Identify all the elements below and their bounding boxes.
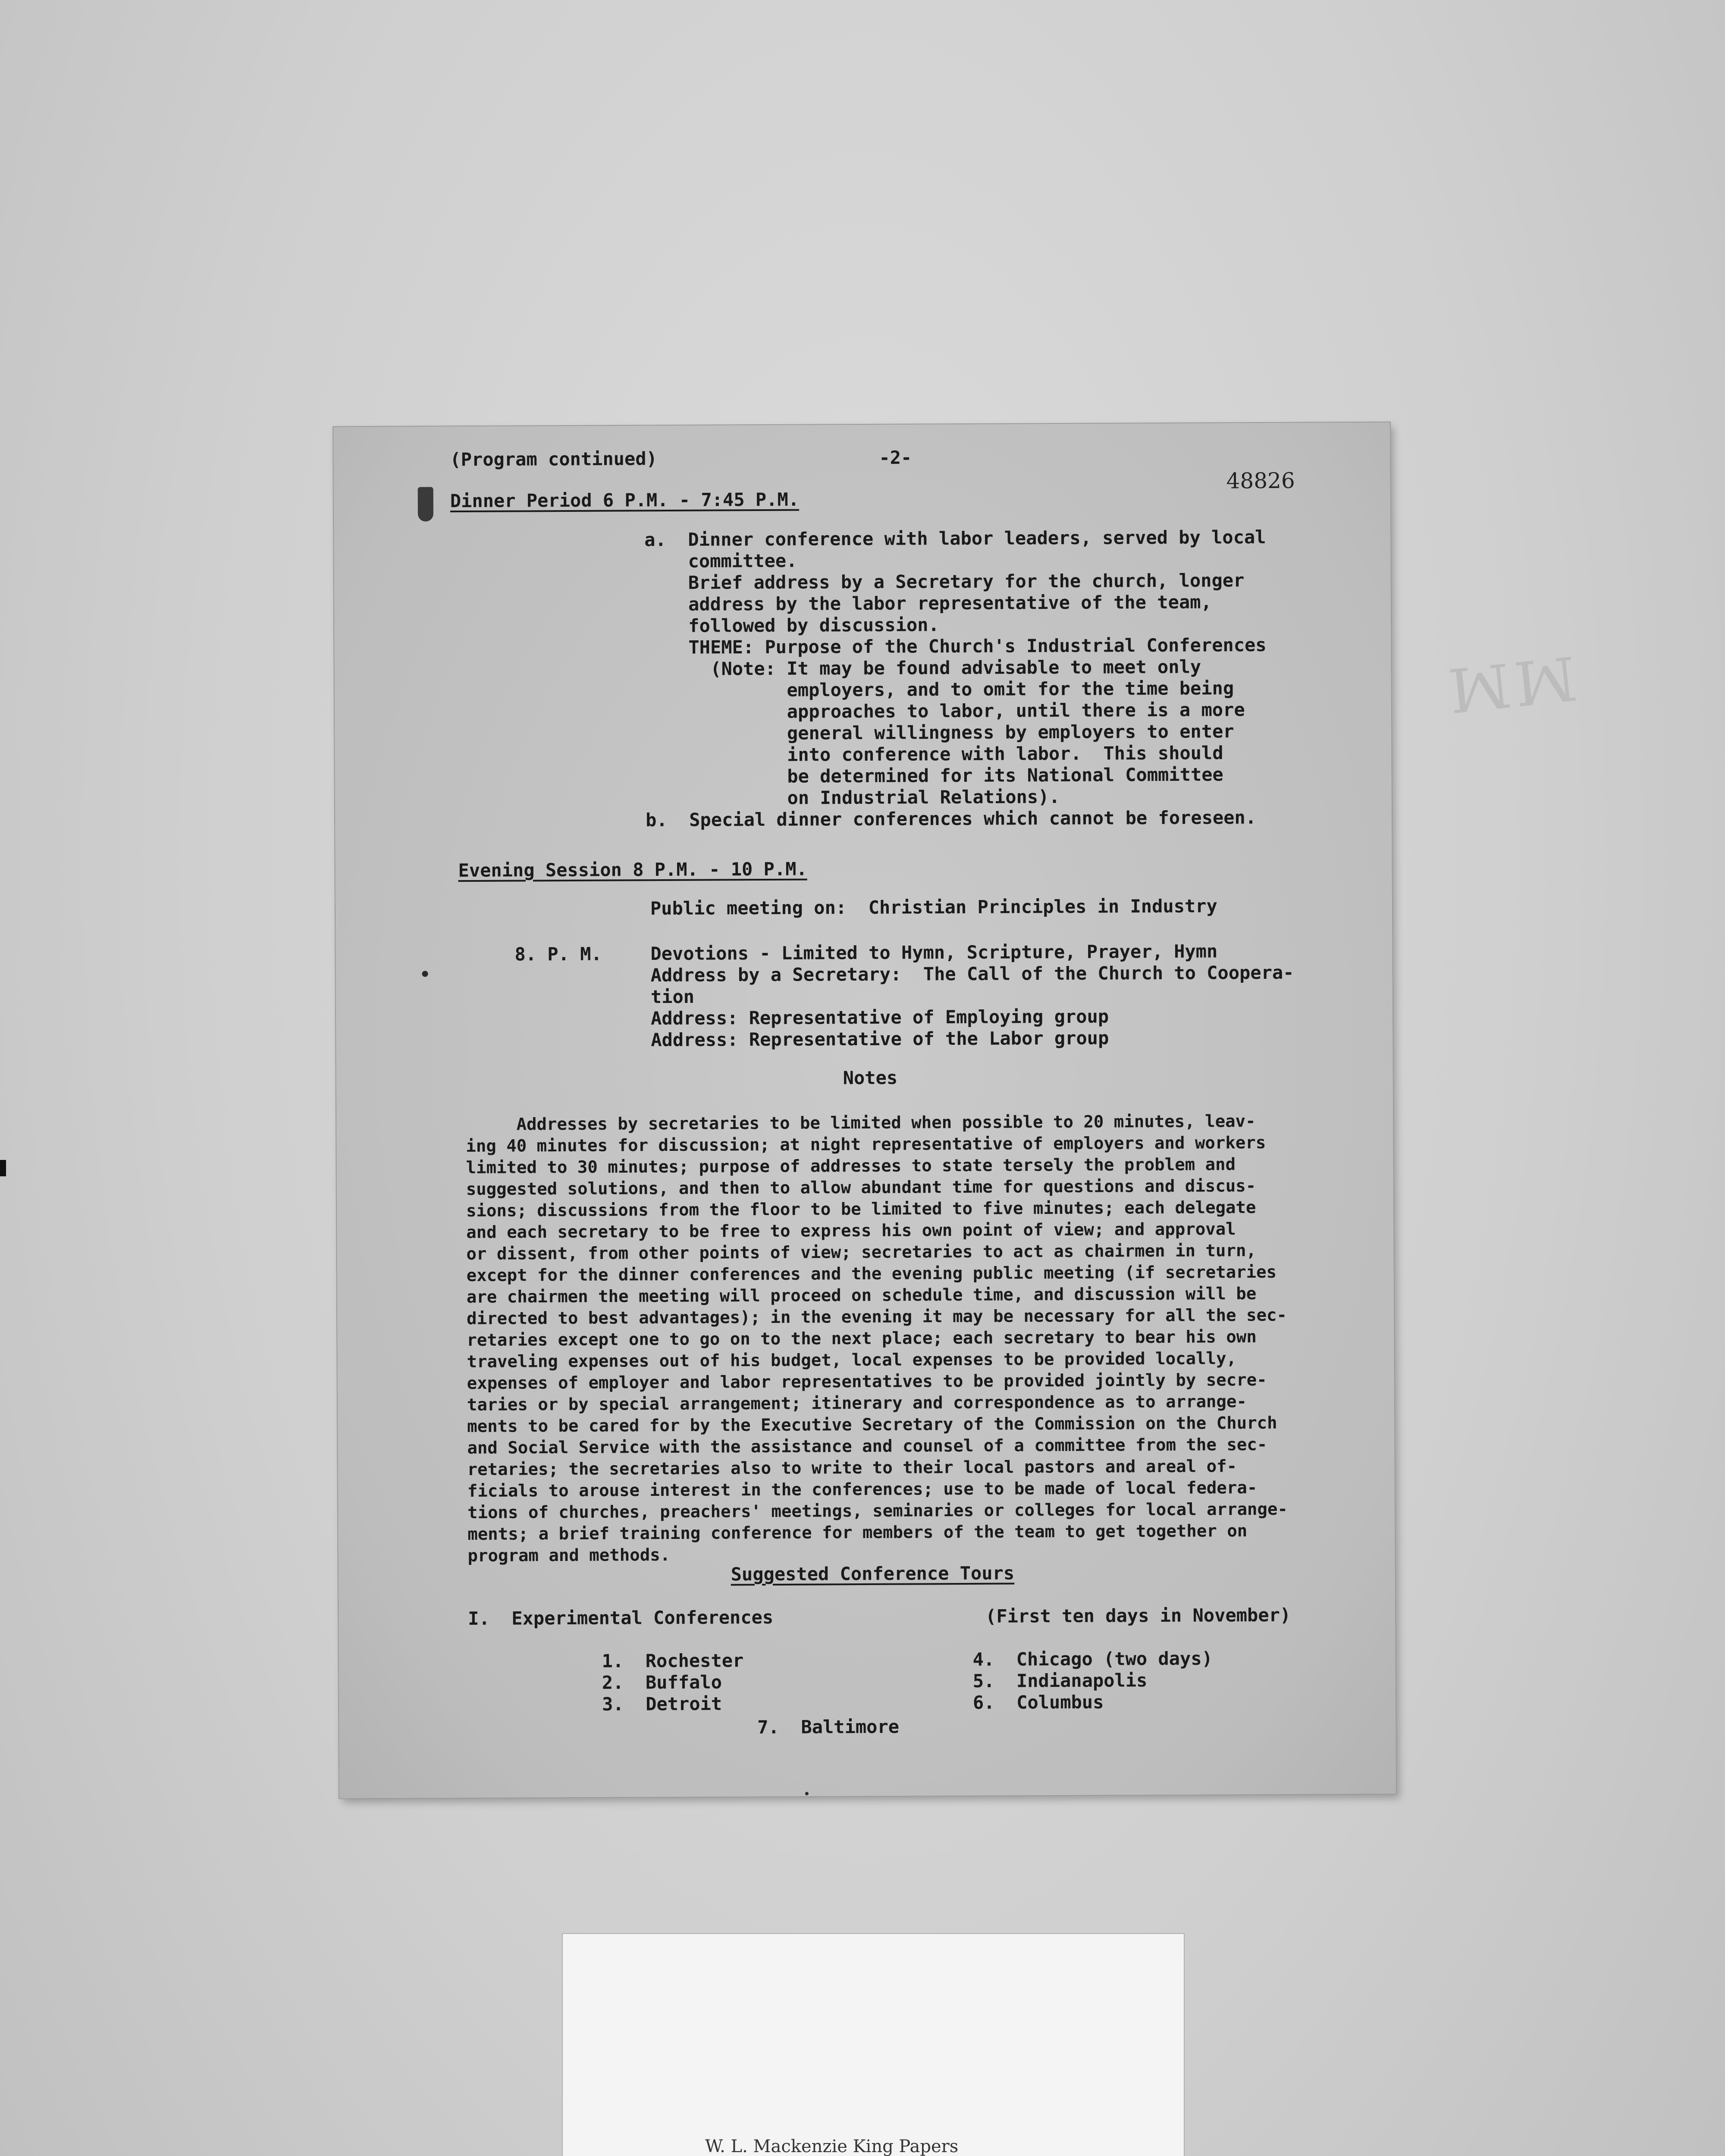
dinner-line: address by the labor representative of the team, [644,591,1212,615]
city-item: 5. Indianapolis [972,1670,1148,1692]
archive-reference-card [563,1934,1184,2156]
notes-paragraph-line: directed to best advantages); in the evening it may be necessary for all the sec- [467,1305,1287,1329]
margin-dot [805,1792,809,1796]
notes-paragraph-line: are chairmen the meeting will proceed on schedule time, and discussion will be [466,1284,1257,1307]
dinner-line: a. Dinner conference with labor leaders, served by local [644,526,1266,551]
tours-section-title: I. Experimental Conferences [468,1606,774,1630]
notes-paragraph-line: expenses of employer and labor representatives to be provided jointly by secre- [467,1370,1267,1394]
notes-paragraph-line: suggested solutions, and then to allow abundant time for questions and discus- [466,1176,1256,1200]
note-line: be determined for its National Committee [645,764,1223,788]
notes-paragraph-line: ficials to arouse interest in the conferences; use to be made of local federa- [467,1478,1258,1501]
notes-paragraph-line: Addresses by secretaries to be limited when possible to 20 minutes, leav- [466,1112,1256,1135]
notes-paragraph-line: program and methods. [467,1545,671,1566]
note-line: employers, and to omit for the time being [645,677,1234,702]
notes-paragraph-line: except for the dinner conferences and the evening public meeting (if secretaries [466,1262,1277,1286]
notes-paragraph-line: sions; discussions from the floor to be limited to five minutes; each delegate [466,1198,1256,1221]
margin-dot [422,971,428,977]
evening-line: Address by a Secretary: The Call of the Church to Coopera- [650,962,1294,986]
tours-heading: Suggested Conference Tours [731,1562,1015,1585]
header-program-continued: (Program continued) [450,448,657,470]
notes-heading: Notes [843,1067,898,1089]
card-collection-title: W. L. Mackenzie King Papers [705,2137,959,2156]
city-item: 3. Detroit [602,1693,722,1715]
notes-paragraph-line: and Social Service with the assistance and counsel of a committee from the sec- [467,1435,1267,1458]
notes-paragraph-line: ing 40 minutes for discussion; at night representative of employers and workers [466,1133,1266,1156]
note-line: (Note: It may be found advisable to meet only [645,656,1201,680]
dinner-line: committee. [644,550,797,572]
notes-paragraph-line: ments; a brief training conference for members of the team to get together on [467,1521,1248,1545]
notes-paragraph-line: and each secretary to be free to express his own point of view; and approval [466,1219,1236,1243]
note-line: approaches to labor, until there is a more [645,699,1245,723]
note-line: into conference with labor. This should [645,742,1223,766]
background-watermark: ꟽꟽ [1446,644,1585,728]
page-number: -2- [879,447,912,468]
theme-line: THEME: Purpose of the Church's Industrial Conferences [645,634,1267,658]
dinner-period-heading: Dinner Period 6 P.M. - 7:45 P.M. [450,489,800,512]
city-item: 6. Columbus [972,1691,1104,1713]
time-8pm: 8. P. M. [514,943,602,965]
dinner-line: Brief address by a Secretary for the church, longer [644,570,1245,594]
archive-number: 48826 [1226,468,1295,494]
evening-session-heading: Evening Session 8 P.M. - 10 P.M. [458,858,807,881]
evening-line: Address: Representative of Employing group [650,1006,1109,1029]
city-item: 4. Chicago (two days) [972,1648,1213,1670]
evening-line: tion [650,986,695,1008]
notes-paragraph-line: ments to be cared for by the Executive Secretary of the Commission on the Church [467,1413,1277,1437]
notes-paragraph-line: traveling expenses out of his budget, local expenses to be provided locally, [467,1349,1237,1372]
dinner-line: followed by discussion. [644,614,939,637]
notes-paragraph-line: retaries; the secretaries also to write to their local pastors and areal of- [467,1457,1237,1480]
public-meeting-line: Public meeting on: Christian Principles in Industry [650,895,1217,919]
city-item: 1. Rochester [602,1650,744,1672]
note-line: on Industrial Relations). [645,786,1060,809]
paper-clip-mark [418,487,433,521]
note-line: general willingness by employers to enter [645,721,1234,745]
tours-dates: (First ten days in November) [985,1604,1291,1627]
city-item: 2. Buffalo [602,1671,722,1693]
evening-line: Address: Representative of the Labor group [651,1027,1109,1051]
film-edge-mark [0,1160,6,1176]
notes-paragraph-line: taries or by special arrangement; itinerary and correspondence as to arrange- [467,1392,1247,1415]
notes-paragraph-line: retaries except one to go on to the next place; each secretary to bear his own [467,1327,1257,1351]
special-dinner-line: b. Special dinner conferences which cannot be foreseen. [645,807,1257,831]
typed-document-page [333,423,1396,1799]
notes-paragraph-line: limited to 30 minutes; purpose of addresses to state tersely the problem and [466,1155,1236,1178]
evening-line: Devotions - Limited to Hymn, Scripture, Prayer, Hymn [650,940,1218,965]
city-item: 7. Baltimore [757,1716,900,1738]
notes-paragraph-line: or dissent, from other points of view; secretaries to act as chairmen in turn, [466,1241,1256,1264]
notes-paragraph-line: tions of churches, preachers' meetings, seminaries or colleges for local arrange- [467,1499,1288,1523]
